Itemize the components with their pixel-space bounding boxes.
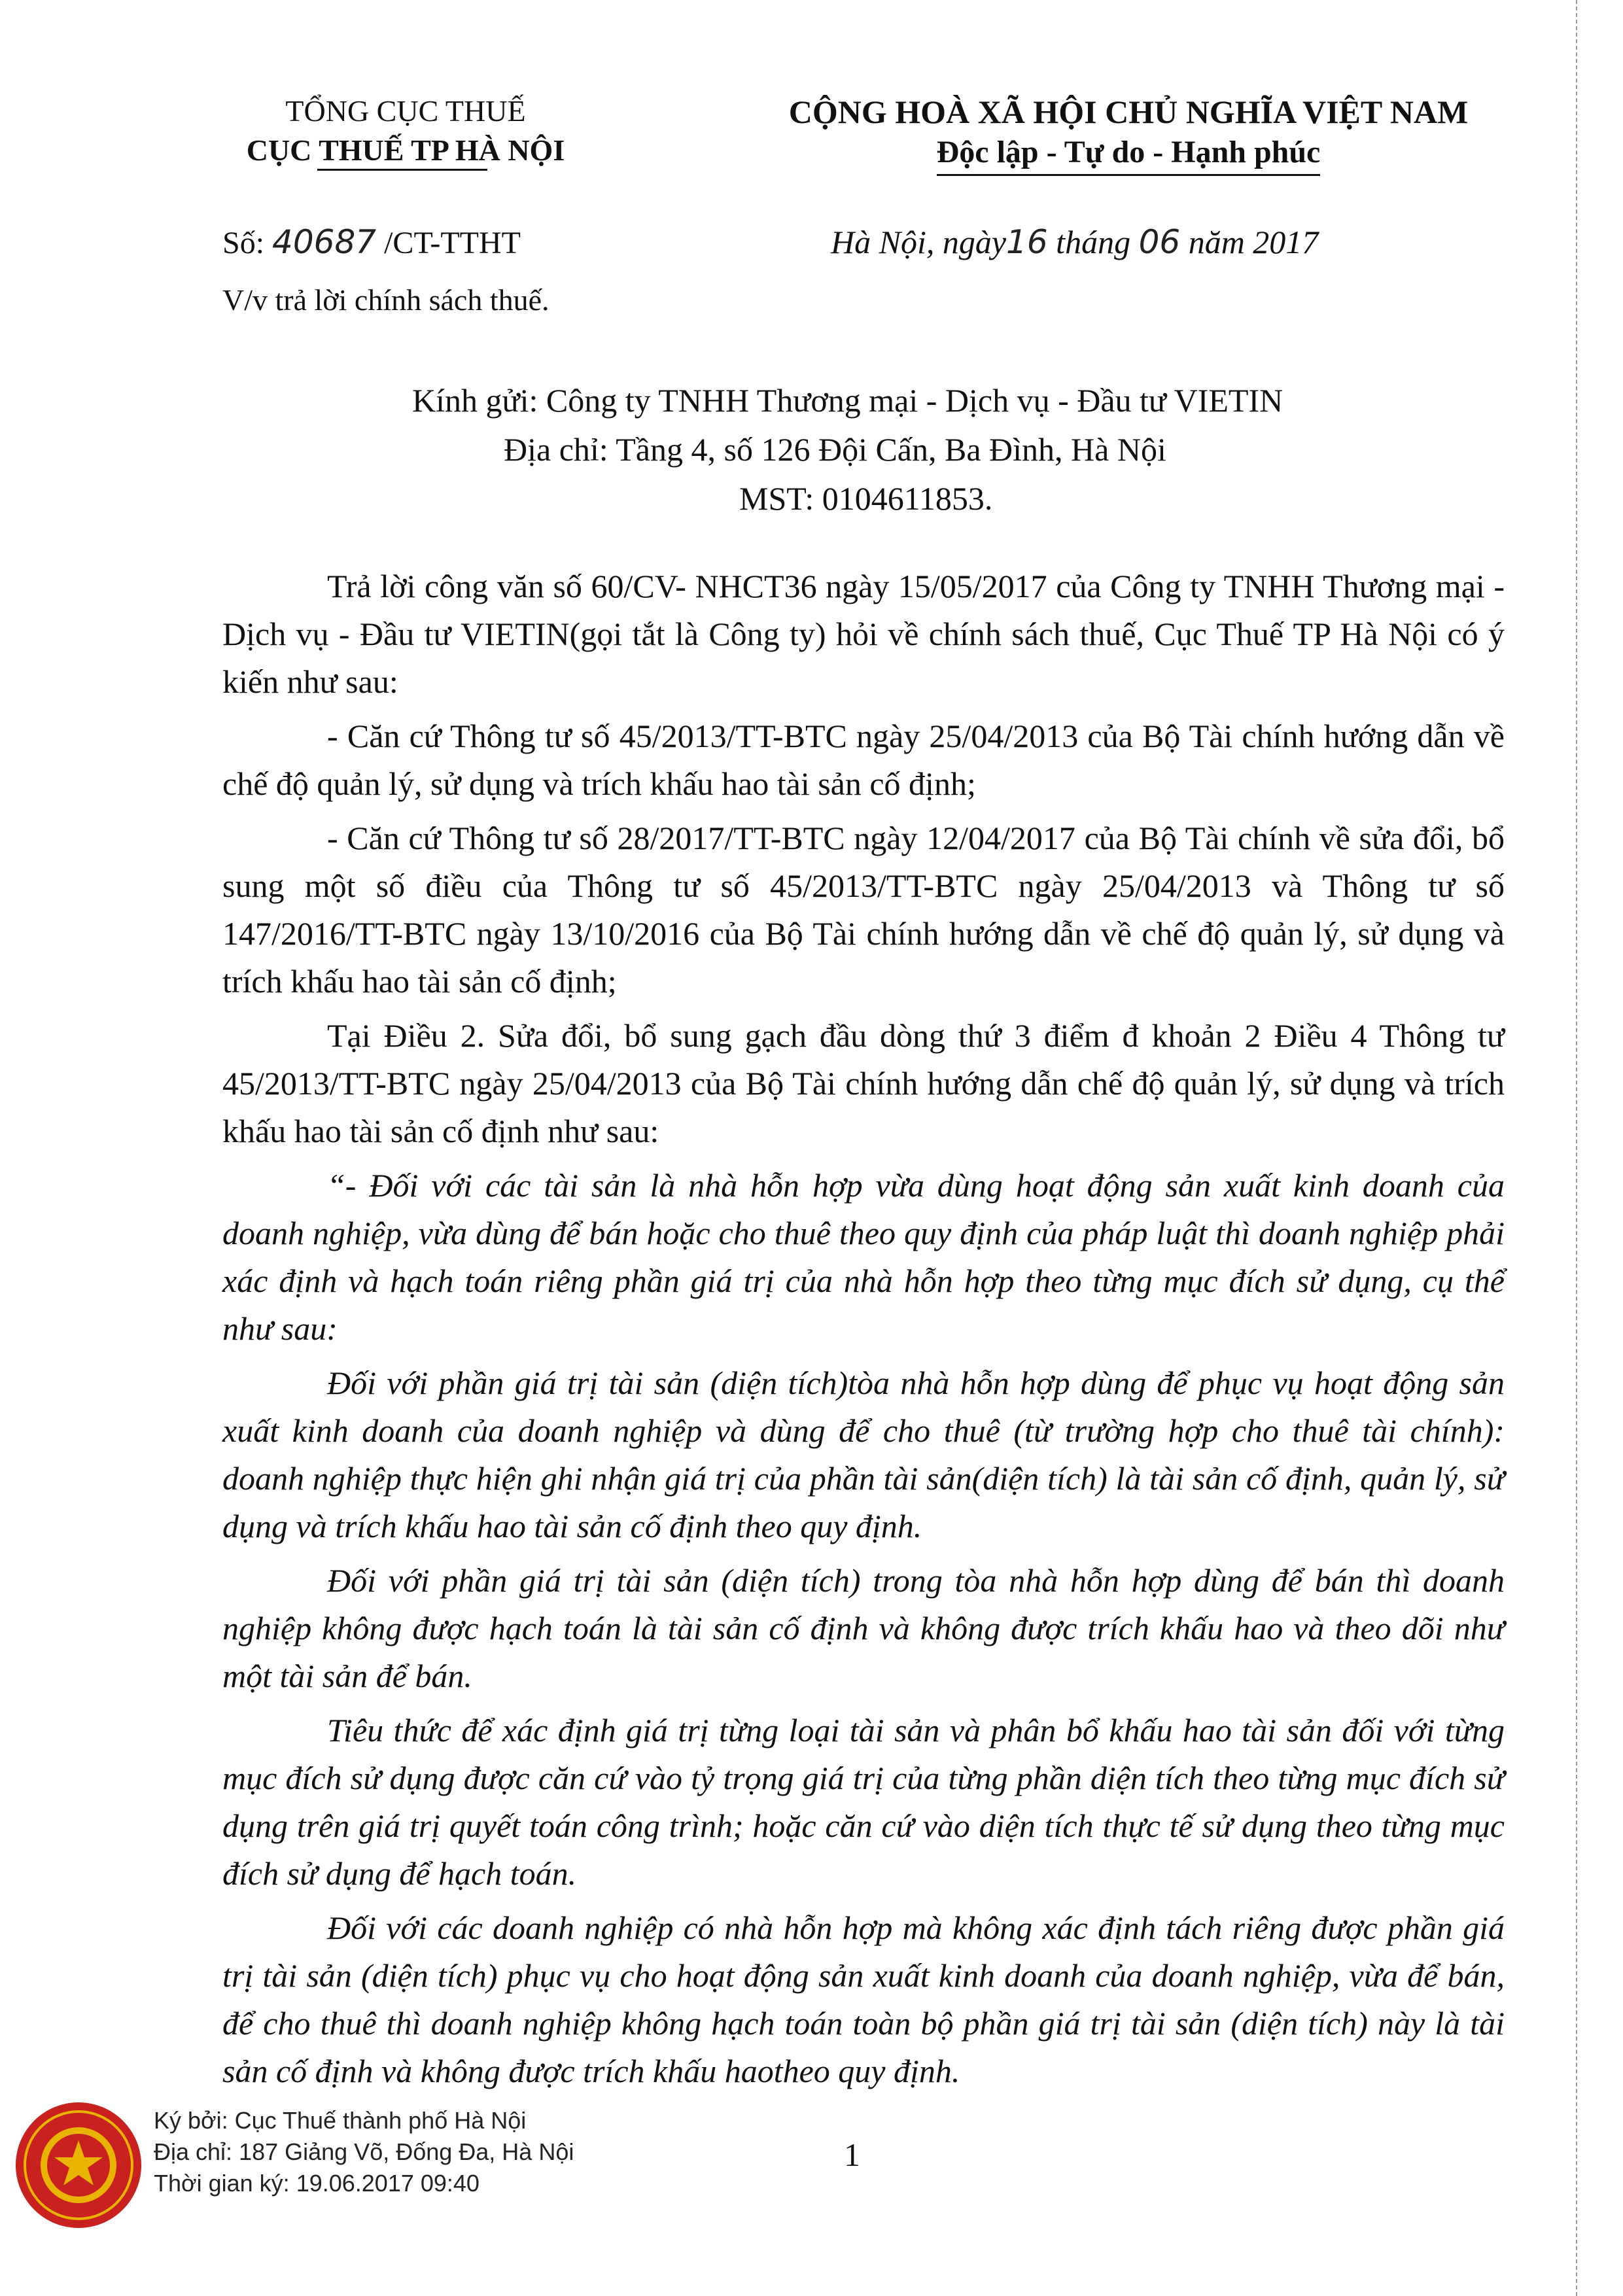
date-year: năm 2017 bbox=[1188, 224, 1319, 260]
signing-time: Thời gian ký: 19.06.2017 09:40 bbox=[154, 2170, 480, 2197]
signed-by: Ký bởi: Cục Thuế thành phố Hà Nội bbox=[154, 2107, 527, 2134]
recipient-tax-code: MST: 0104611853. bbox=[739, 480, 993, 517]
date-day: 16 bbox=[1006, 223, 1048, 261]
date-month-label: tháng bbox=[1056, 224, 1131, 260]
scan-margin-line bbox=[1576, 0, 1577, 2296]
subject-line: V/v trả lời chính sách thuế. bbox=[222, 283, 550, 317]
quoted-paragraph: Đối với các doanh nghiệp có nhà hỗn hợp mà không xác định tách riêng được phần giá trị tài sản (diện tích) phục vụ cho hoạt động sản xuất kinh doanh của doanh nghiệp, vừa để bán, để cho thuê thì doanh nghiệp không hạch toán toàn bộ phần giá trị tài sản (diện tích) này là tài sản cố định và không được trích khấu haotheo quy định. bbox=[222, 1909, 1505, 2089]
doc-number-suffix: /CT-TTHT bbox=[384, 226, 521, 260]
nation-header bbox=[720, 92, 1537, 176]
tax-department-seal-icon bbox=[13, 2100, 144, 2231]
doc-number-handwritten: 40687 bbox=[272, 223, 377, 261]
agency-underline bbox=[317, 169, 487, 171]
body-paragraph: Tại Điều 2. Sửa đổi, bổ sung gạch đầu dòng thứ 3 điểm đ khoản 2 Điều 4 Thông tư 45/2013/TT-BTC ngày 25/04/2013 của Bộ Tài chính hướng dẫn chế độ quản lý, sử dụng và trích khấu hao tài sản cố định như sau: bbox=[222, 1017, 1505, 1149]
date-prefix: Hà Nội, ngày bbox=[831, 224, 1007, 260]
nation-line-1: CỘNG HOÀ XÃ HỘI CHỦ NGHĨA VIỆT NAM bbox=[788, 94, 1469, 130]
recipient-block bbox=[412, 376, 1557, 523]
quoted-paragraph: “- Đối với các tài sản là nhà hỗn hợp vừa dùng hoạt động sản xuất kinh doanh của doanh nghiệp, vừa dùng để bán hoặc cho thuê theo quy định của pháp luật thì doanh nghiệp phải xác định và hạch toán riêng phần giá trị của nhà hỗn hợp theo từng mục đích sử dụng, cụ thể như sau: bbox=[222, 1167, 1505, 1347]
nation-motto: Độc lập - Tự do - Hạnh phúc bbox=[937, 132, 1321, 176]
agency-line-1: TỔNG CỤC THUẾ bbox=[285, 94, 526, 128]
page-number: 1 bbox=[844, 2136, 860, 2173]
agency-line-2: CỤC THUẾ TP HÀ NỘI bbox=[246, 133, 565, 167]
body-paragraph: Trả lời công văn số 60/CV- NHCT36 ngày 15/05/2017 của Công ty TNHH Thương mại - Dịch vụ - Đầu tư VIETIN(gọi tắt là Công ty) hỏi về chính sách thuế, Cục Thuế TP Hà Nội có ý kiến như sau: bbox=[222, 568, 1505, 700]
doc-number-prefix: Số: bbox=[222, 226, 265, 260]
signer-address: Địa chỉ: 187 Giảng Võ, Đống Đa, Hà Nội bbox=[154, 2138, 574, 2165]
digital-signature-info bbox=[154, 2105, 574, 2199]
quoted-paragraph: Đối với phần giá trị tài sản (diện tích) trong tòa nhà hỗn hợp dùng để bán thì doanh nghiệp không được hạch toán là tài sản cố định và không được trích khấu hao và theo dõi như một tài sản để bán. bbox=[222, 1562, 1505, 1694]
body-paragraph: - Căn cứ Thông tư số 45/2013/TT-BTC ngày 25/04/2013 của Bộ Tài chính hướng dẫn về chế độ quản lý, sử dụng và trích khấu hao tài sản cố định; bbox=[222, 718, 1505, 802]
body-paragraph: - Căn cứ Thông tư số 28/2017/TT-BTC ngày 12/04/2017 của Bộ Tài chính về sửa đổi, bổ sung một số điều của Thông tư số 45/2013/TT-BTC ngày 25/04/2013 và Thông tư số 147/2016/TT-BTC ngày 13/10/2016 của Bộ Tài chính hướng dẫn về chế độ quản lý, sử dụng và trích khấu hao tài sản cố định; bbox=[222, 820, 1505, 1000]
recipient-address: Địa chỉ: Tầng 4, số 126 Đội Cấn, Ba Đình, Hà Nội bbox=[504, 431, 1166, 468]
date-month: 06 bbox=[1138, 223, 1181, 261]
quoted-paragraph: Tiêu thức để xác định giá trị từng loại tài sản và phân bổ khấu hao tài sản đối với từng mục đích sử dụng được căn cứ vào tỷ trọng giá trị của từng phần diện tích theo từng mục đích sử dụng trên giá trị quyết toán công trình; hoặc căn cứ vào diện tích thực tế sử dụng theo từng mục đích sử dụng để hạch toán. bbox=[222, 1712, 1505, 1892]
document-number bbox=[222, 222, 521, 263]
issue-date bbox=[831, 222, 1318, 262]
quoted-paragraph: Đối với phần giá trị tài sản (diện tích)tòa nhà hỗn hợp dùng để phục vụ hoạt động sản xuất kinh doanh của doanh nghiệp và dùng để cho thuê (từ trường hợp cho thuê tài chính): doanh nghiệp thực hiện ghi nhận giá trị của phần tài sản(diện tích) là tài sản cố định, quản lý, sử dụng và trích khấu hao tài sản cố định theo quy định. bbox=[222, 1365, 1505, 1544]
agency-header bbox=[150, 92, 661, 170]
recipient-name: Kính gửi: Công ty TNHH Thương mại - Dịch vụ - Đầu tư VIETIN bbox=[412, 382, 1283, 419]
letter-body bbox=[222, 563, 1505, 2102]
